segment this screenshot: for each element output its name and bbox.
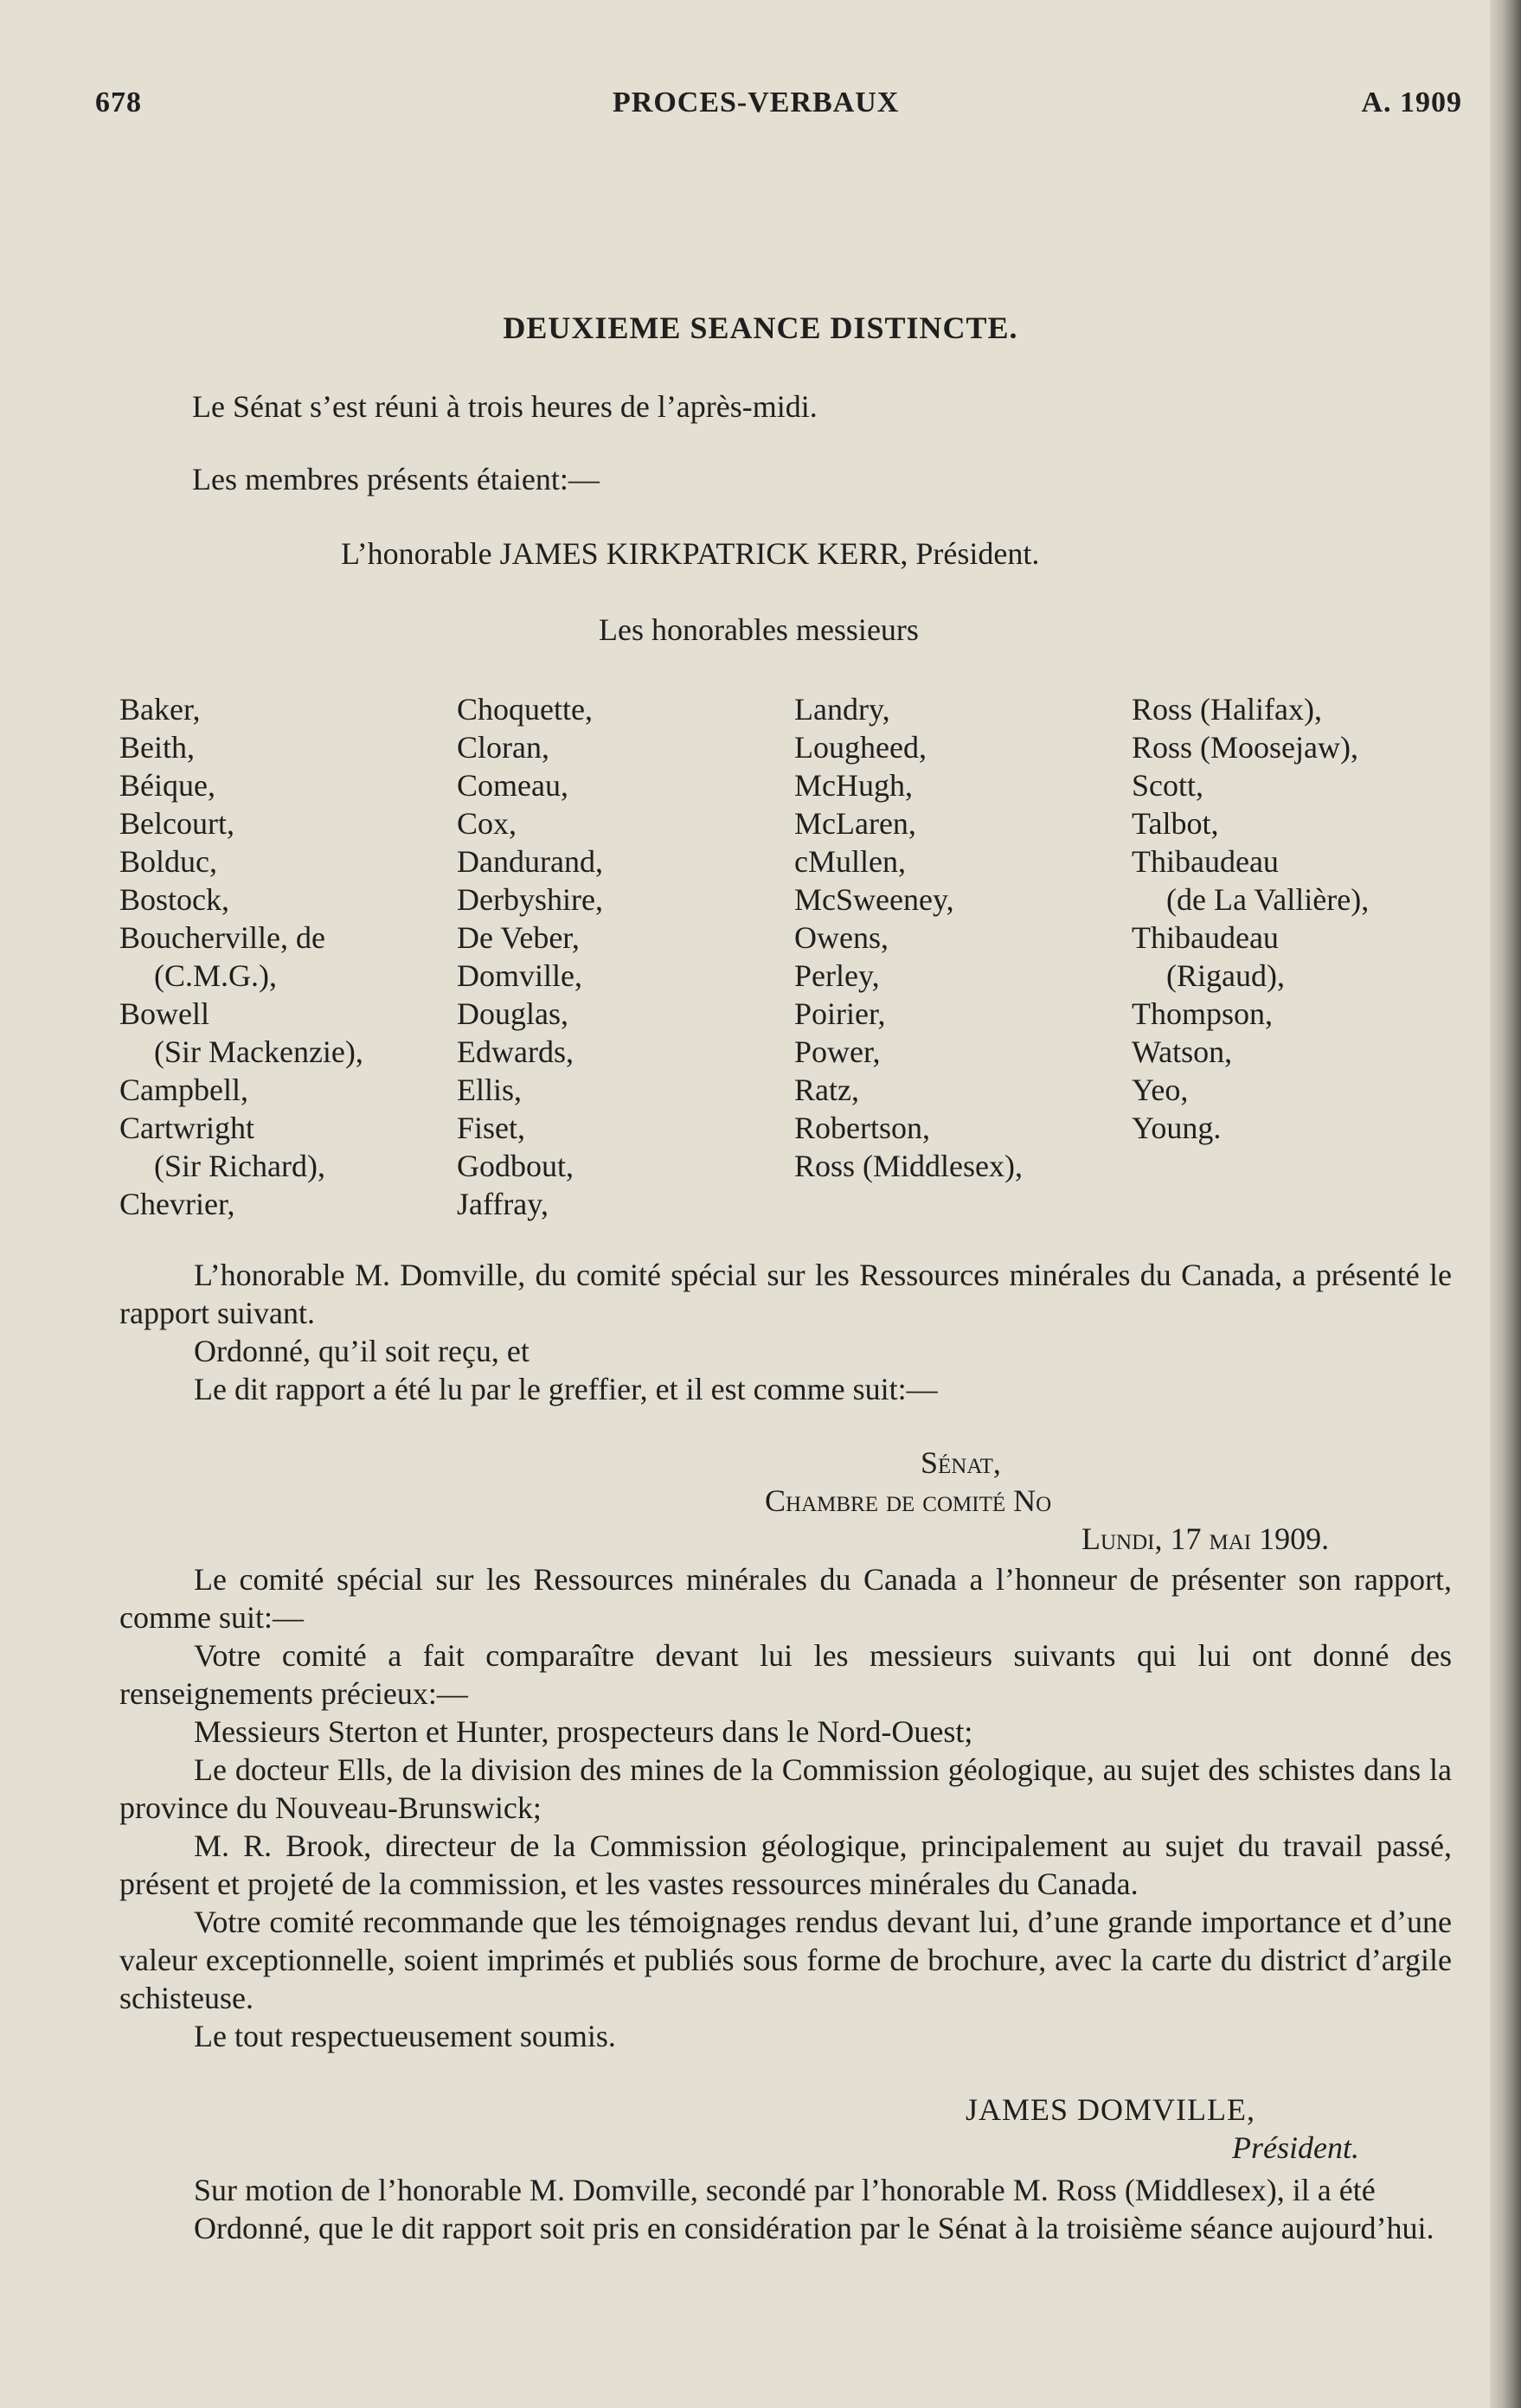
senator-name: Bowell (119, 996, 209, 1031)
senator-name: Dandurand, (457, 844, 603, 879)
senator-name: Poirier, (794, 996, 886, 1031)
senator-name: (de La Vallière), (1166, 882, 1370, 917)
signature-title: Président. (1232, 2130, 1359, 2165)
opening-line-2: Les membres présents étaient:— (192, 462, 600, 496)
report-paragraph: Le docteur Ells, de la division des mines de la Commission géologique, au sujet des schistes dans la province du Nouveau-Brunswick; (119, 1752, 1452, 1825)
senator-name: Cox, (457, 806, 517, 841)
report-date (1081, 1521, 1329, 1557)
senator-name: Thompson, (1132, 996, 1274, 1031)
senator-name: Lougheed, (794, 730, 927, 765)
running-title: PROCES-VERBAUX (613, 86, 900, 118)
closing-block (119, 2171, 1452, 2247)
senator-name: Owens, (794, 920, 889, 955)
president-line: L’honorable JAMES KIRKPATRICK KERR, Président. (341, 536, 1040, 571)
senators-column-2 (457, 690, 794, 1223)
senator-name: Bostock, (119, 882, 230, 917)
senator-name: Watson, (1132, 1034, 1233, 1069)
senator-name: cMullen, (794, 844, 906, 879)
senator-name: Thibaudeau (1132, 920, 1279, 955)
senator-name: De Veber, (457, 920, 580, 955)
senator-name: Robertson, (794, 1111, 930, 1145)
report-body (119, 1560, 1452, 2055)
senator-name: Béique, (119, 768, 215, 803)
report-paragraph: Votre comité recommande que les témoignages rendus devant lui, d’une grande importance et d’une valeur exceptionnelle, soient imprimés et publiés sous forme de brochure, avec la carte du district d’argile schisteuse. (119, 1905, 1452, 2015)
senator-name: Scott, (1132, 768, 1204, 803)
senators-list (119, 690, 1469, 1223)
session-year: A. 1909 (1361, 86, 1462, 118)
report-paragraph: Messieurs Sterton et Hunter, prospecteurs dans le Nord-Ouest; (194, 1714, 973, 1749)
senator-name: Jaffray, (457, 1187, 549, 1221)
senator-name: Landry, (794, 692, 890, 727)
senator-name: Cloran, (457, 730, 549, 765)
senator-name: McHugh, (794, 768, 913, 803)
senators-column-3 (794, 690, 1132, 1223)
senators-column-1 (119, 690, 457, 1223)
senator-name: Cartwright (119, 1111, 254, 1145)
senator-name: McLaren, (794, 806, 916, 841)
senator-name: (C.M.G.), (154, 958, 277, 993)
senator-name: Young. (1132, 1111, 1222, 1145)
senator-name: Ross (Middlesex), (794, 1149, 1023, 1183)
report-paragraph: M. R. Brook, directeur de la Commission géologique, principalement au sujet du travail passé, présent et projeté de la commission, et les vastes ressources minérales du Canada. (119, 1828, 1452, 1901)
honorables-line: Les honorables messieurs (599, 612, 919, 647)
senator-name: Campbell, (119, 1073, 248, 1107)
page-binding-edge (1490, 0, 1521, 2408)
senator-name: (Sir Richard), (154, 1149, 325, 1183)
senator-name: Perley, (794, 958, 880, 993)
senator-name: McSweeney, (794, 882, 954, 917)
senator-name: Ross (Moosejaw), (1132, 730, 1358, 765)
senator-name: Douglas, (457, 996, 568, 1031)
senator-name: Comeau, (457, 768, 568, 803)
report-paragraph: Le comité spécial sur les Ressources minérales du Canada a l’honneur de présenter son rapport, comme suit:— (119, 1562, 1452, 1635)
senator-name: (Sir Mackenzie), (154, 1034, 363, 1069)
senator-name: Talbot, (1132, 806, 1219, 841)
senator-name: Yeo, (1132, 1073, 1189, 1107)
closing-paragraph: Ordonné, que le dit rapport soit pris en considération par le Sénat à la troisième séance aujourd’hui. (194, 2211, 1434, 2245)
senator-name: Fiset, (457, 1111, 526, 1145)
senator-name: Baker, (119, 692, 201, 727)
senator-name: Bolduc, (119, 844, 217, 879)
senator-name: Domville, (457, 958, 582, 993)
senator-name: Ross (Halifax), (1132, 692, 1322, 727)
report-chambre: Chambre de comité No (765, 1483, 1052, 1518)
report-intro-paragraph-3: Le dit rapport a été lu par le greffier, et il est comme suit:— (194, 1372, 938, 1406)
closing-paragraph: Sur motion de l’honorable M. Domville, secondé par l’honorable M. Ross (Middlesex), il a été (194, 2173, 1376, 2207)
senator-name: Derbyshire, (457, 882, 603, 917)
senator-name: Ellis, (457, 1073, 523, 1107)
senator-name: Belcourt, (119, 806, 234, 841)
page-number: 678 (95, 86, 142, 118)
sitting-title: DEUXIEME SEANCE DISTINCTE. (503, 311, 1018, 345)
report-date-text: Lundi, 17 mai 1909. (1081, 1521, 1330, 1556)
senator-name: Ratz, (794, 1073, 859, 1107)
opening-line-1: Le Sénat s’est réuni à trois heures de l’après-midi. (192, 389, 818, 424)
report-senat: Sénat, (921, 1445, 1001, 1480)
report-intro-paragraph-2: Ordonné, qu’il soit reçu, et (194, 1334, 529, 1368)
senator-name: (Rigaud), (1166, 958, 1285, 993)
senator-name: Edwards, (457, 1034, 574, 1069)
report-intro (119, 1256, 1452, 1408)
report-paragraph: Le tout respectueusement soumis. (194, 2019, 616, 2053)
senator-name: Thibaudeau (1132, 844, 1279, 879)
senators-column-4 (1132, 690, 1469, 1223)
senator-name: Beith, (119, 730, 195, 765)
report-paragraph: Votre comité a fait comparaître devant lui les messieurs suivants qui lui ont donné des renseignements précieux:— (119, 1638, 1452, 1711)
senator-name: Godbout, (457, 1149, 574, 1183)
senator-name: Boucherville, de (119, 920, 325, 955)
signature-name: JAMES DOMVILLE, (966, 2092, 1255, 2127)
senator-name: Choquette, (457, 692, 593, 727)
report-intro-paragraph-1: L’honorable M. Domville, du comité spécial sur les Ressources minérales du Canada, a présenté le rapport suivant. (119, 1258, 1452, 1330)
senator-name: Power, (794, 1034, 881, 1069)
senator-name: Chevrier, (119, 1187, 235, 1221)
